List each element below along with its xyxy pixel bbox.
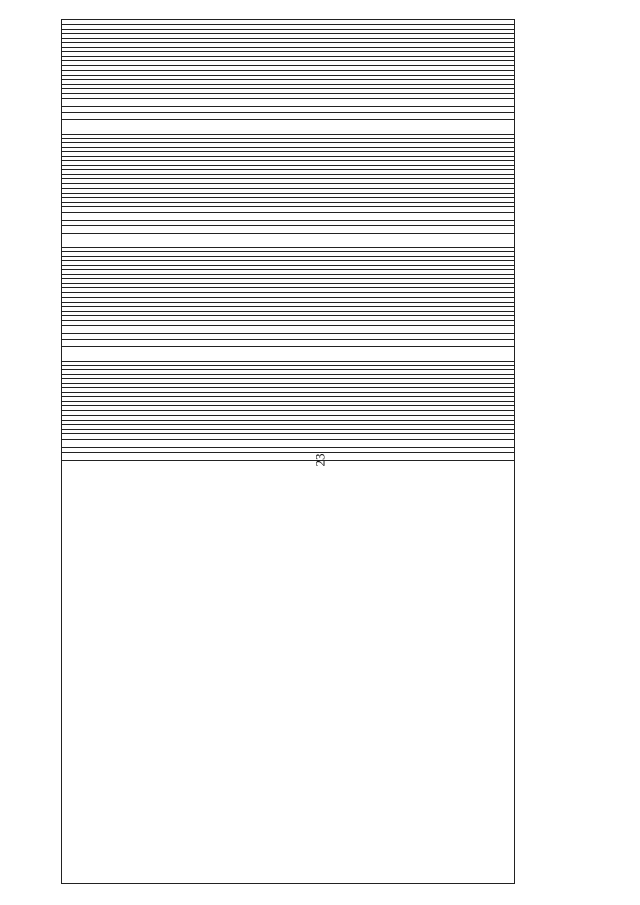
column-divider	[62, 174, 514, 175]
table-row	[62, 361, 514, 475]
column-divider	[62, 138, 514, 139]
page-number: 23	[312, 453, 327, 467]
column-divider	[62, 88, 514, 89]
column-divider	[62, 339, 514, 340]
column-divider	[62, 33, 514, 34]
column-divider	[62, 233, 514, 234]
column-divider	[62, 374, 514, 375]
column-divider	[62, 38, 514, 39]
column-divider	[62, 396, 514, 397]
column-divider	[62, 292, 514, 293]
table-row	[62, 247, 514, 361]
column-divider	[62, 251, 514, 252]
column-divider	[62, 119, 514, 120]
column-divider	[62, 169, 514, 170]
column-divider	[62, 269, 514, 270]
column-divider	[62, 401, 514, 402]
row-divider	[62, 247, 514, 248]
column-divider	[62, 112, 514, 113]
column-divider	[62, 460, 514, 461]
column-divider	[62, 392, 514, 393]
column-divider	[62, 60, 514, 61]
column-divider	[62, 325, 514, 326]
column-divider	[62, 278, 514, 279]
column-divider	[62, 315, 514, 316]
column-divider	[62, 165, 514, 166]
column-divider	[62, 297, 514, 298]
column-divider	[62, 142, 514, 143]
column-divider	[62, 274, 514, 275]
column-divider	[62, 424, 514, 425]
column-divider	[62, 302, 514, 303]
table-row	[62, 20, 514, 134]
column-divider	[62, 65, 514, 66]
column-divider	[62, 311, 514, 312]
column-divider	[62, 369, 514, 370]
row-divider	[62, 361, 514, 362]
column-divider	[62, 51, 514, 52]
column-divider	[62, 29, 514, 30]
column-divider	[62, 452, 514, 453]
column-divider	[62, 56, 514, 57]
column-divider	[62, 220, 514, 221]
column-divider	[62, 24, 514, 25]
column-divider	[62, 212, 514, 213]
column-divider	[62, 79, 514, 80]
column-divider	[62, 197, 514, 198]
column-divider	[62, 42, 514, 43]
column-divider	[62, 206, 514, 207]
column-divider	[62, 420, 514, 421]
column-divider	[62, 265, 514, 266]
column-divider	[62, 256, 514, 257]
column-divider	[62, 75, 514, 76]
column-divider	[62, 188, 514, 189]
column-divider	[62, 429, 514, 430]
column-divider	[62, 320, 514, 321]
column-divider	[62, 193, 514, 194]
column-divider	[62, 106, 514, 107]
column-divider	[62, 156, 514, 157]
column-divider	[62, 84, 514, 85]
table-row	[62, 134, 514, 248]
column-divider	[62, 93, 514, 94]
column-divider	[62, 151, 514, 152]
column-divider	[62, 306, 514, 307]
column-divider	[62, 260, 514, 261]
column-divider	[62, 410, 514, 411]
column-divider	[62, 98, 514, 99]
row-divider	[62, 134, 514, 135]
column-divider	[62, 439, 514, 440]
column-divider	[62, 415, 514, 416]
column-divider	[62, 333, 514, 334]
column-divider	[62, 405, 514, 406]
column-divider	[62, 160, 514, 161]
column-divider	[62, 365, 514, 366]
column-divider	[62, 378, 514, 379]
column-divider	[62, 147, 514, 148]
column-divider	[62, 183, 514, 184]
column-divider	[62, 387, 514, 388]
column-divider	[62, 433, 514, 434]
column-divider	[62, 346, 514, 347]
column-divider	[62, 287, 514, 288]
column-divider	[62, 283, 514, 284]
column-divider	[62, 47, 514, 48]
rotated-table	[61, 19, 515, 884]
column-divider	[62, 383, 514, 384]
column-divider	[62, 447, 514, 448]
column-divider	[62, 225, 514, 226]
column-divider	[62, 70, 514, 71]
column-divider	[62, 178, 514, 179]
column-divider	[62, 202, 514, 203]
